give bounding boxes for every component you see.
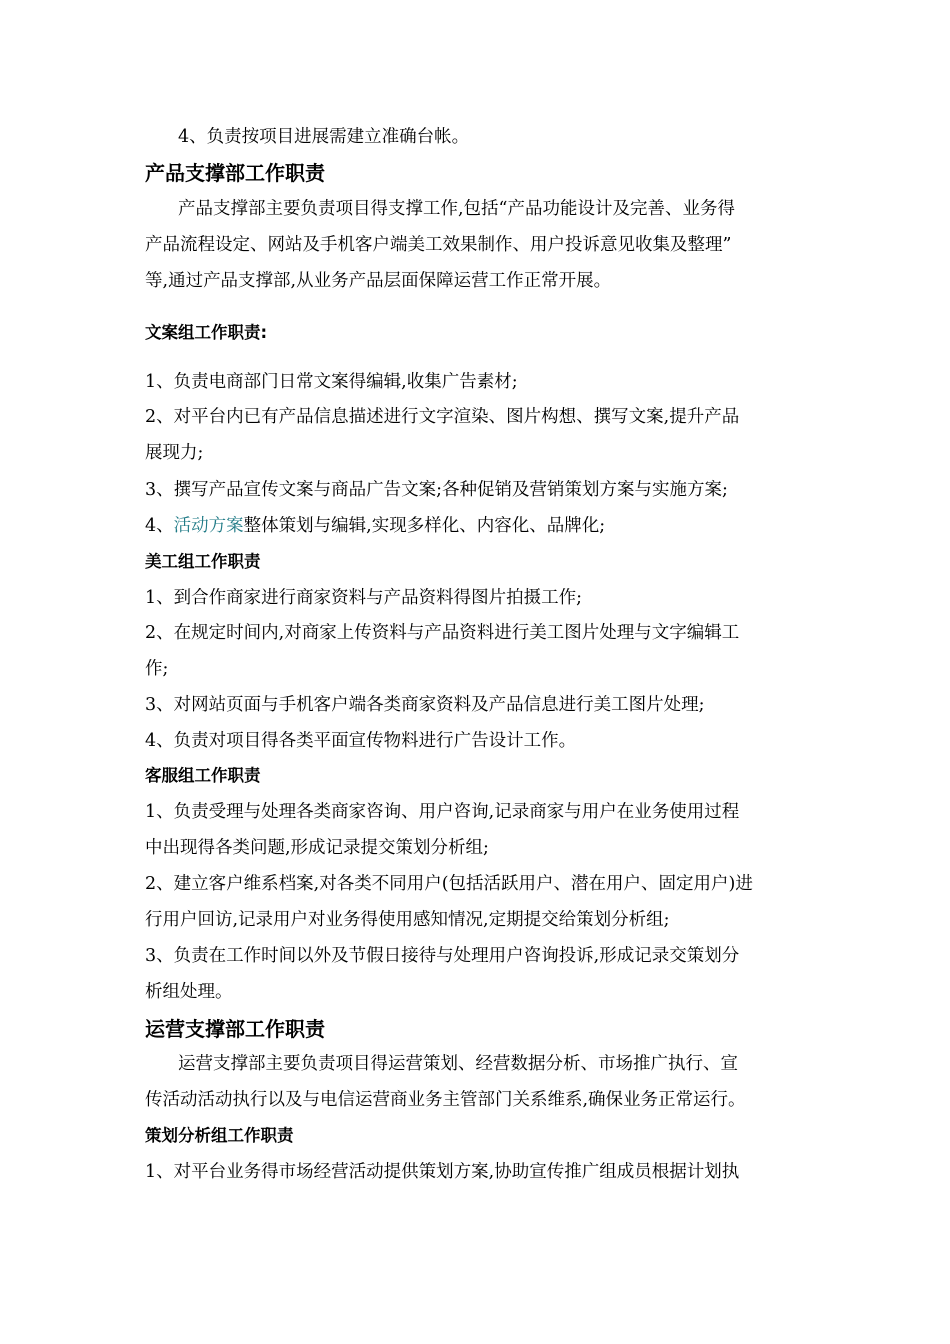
art-item-4: 4、负责对项目得各类平面宣传物料进行广告设计工作。 [145, 731, 577, 751]
product-support-paragraph-line-1: 产品支撑部主要负责项目得支撑工作,包括“产品功能设计及完善、业务得 [178, 199, 736, 219]
operations-support-paragraph-line-2: 传活动活动执行以及与电信运营商业务主管部门关系维系,确保业务正常运行。 [145, 1090, 746, 1110]
product-support-heading: 产品支撑部工作职责 [145, 161, 325, 185]
customer-service-item-3-line-2: 析组处理。 [145, 982, 233, 1002]
art-item-3: 3、对网站页面与手机客户端各类商家资料及产品信息进行美工图片处理; [145, 695, 705, 715]
customer-service-item-1-line-1: 1、负责受理与处理各类商家咨询、用户咨询,记录商家与用户在业务使用过程 [145, 802, 740, 822]
art-item-1: 1、到合作商家进行商家资料与产品资料得图片拍摄工作; [145, 588, 583, 608]
customer-service-item-1-line-2: 中出现得各类问题,形成记录提交策划分析组; [145, 838, 489, 858]
operations-support-heading: 运营支撑部工作职责 [145, 1017, 325, 1041]
copywriting-item-4 [145, 515, 605, 537]
customer-service-heading: 客服组工作职责 [145, 766, 261, 785]
copywriting-item-2-line-2: 展现力; [145, 443, 204, 463]
copywriting-item-4-highlight: 活动方案 [173, 516, 244, 536]
art-item-2-line-2: 作; [145, 659, 169, 679]
operations-support-paragraph-line-1: 运营支撑部主要负责项目得运营策划、经营数据分析、市场推广执行、宣 [178, 1054, 738, 1074]
copywriting-heading: 文案组工作职责: [145, 323, 268, 342]
customer-service-item-2-line-1: 2、建立客户维系档案,对各类不同用户(包括活跃用户、潜在用户、固定用户)进 [145, 874, 753, 894]
customer-service-item-3-line-1: 3、负责在工作时间以外及节假日接待与处理用户咨询投诉,形成记录交策划分 [145, 946, 740, 966]
product-support-paragraph-line-2: 产品流程设定、网站及手机客户端美工效果制作、用户投诉意见收集及整理” [145, 235, 732, 255]
copywriting-item-3: 3、撰写产品宣传文案与商品广告文案;各种促销及营销策划方案与实施方案; [145, 480, 728, 500]
copywriting-item-4-prefix: 4、 [145, 516, 174, 536]
intro-item-4: 4、负责按项目进展需建立准确台帐。 [178, 127, 470, 147]
planning-heading: 策划分析组工作职责 [145, 1126, 294, 1145]
customer-service-item-2-line-2: 行用户回访,记录用户对业务得使用感知情况,定期提交给策划分析组; [145, 910, 670, 930]
planning-item-1-line-1: 1、对平台业务得市场经营活动提供策划方案,协助宣传推广组成员根据计划执 [145, 1162, 740, 1182]
art-item-2-line-1: 2、在规定时间内,对商家上传资料与产品资料进行美工图片处理与文字编辑工 [145, 623, 740, 643]
copywriting-item-4-rest: 整体策划与编辑,实现多样化、内容化、品牌化; [243, 516, 606, 536]
copywriting-item-2-line-1: 2、对平台内已有产品信息描述进行文字渲染、图片构想、撰写文案,提升产品 [145, 407, 740, 427]
art-heading: 美工组工作职责 [145, 552, 261, 571]
copywriting-item-1: 1、负责电商部门日常文案得编辑,收集广告素材; [145, 372, 518, 392]
product-support-paragraph-line-3: 等,通过产品支撑部,从业务产品层面保障运营工作正常开展。 [145, 271, 612, 291]
